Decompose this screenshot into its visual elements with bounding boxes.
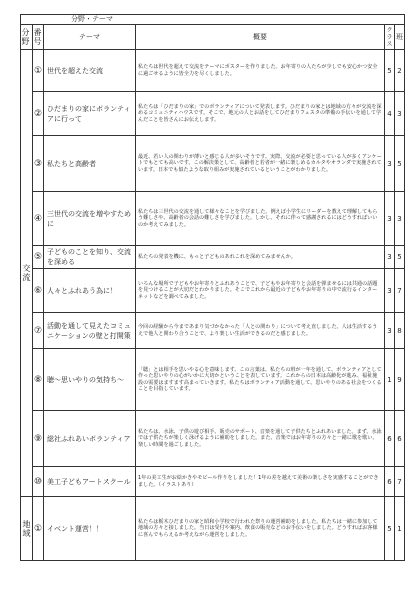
header-top-row — [21, 15, 405, 25]
table-row — [21, 269, 405, 313]
header-row — [21, 25, 405, 50]
row-group: 3 — [395, 92, 405, 136]
table-row — [21, 136, 405, 192]
row-group: 8 — [395, 313, 405, 349]
table-row — [21, 246, 405, 269]
header-group: 班 — [395, 25, 405, 50]
row-theme: 美工子どもアートスクール — [44, 467, 136, 497]
table-row — [21, 497, 405, 561]
table-row — [21, 467, 405, 497]
row-class: 5 — [385, 497, 395, 561]
row-group: 7 — [395, 269, 405, 313]
row-number: ⑥ — [33, 269, 44, 313]
row-summary: 私たちは栃木ひだまりの家と昭和小学校で行われた祭りの運営補助をしました。私たちは一緒に参加して地域の方々と接しました。当日は受付や案内、飲食の販売などのお手伝いをしました。どうすればお客様に喜んでもらえるか考えながら運営をしました。 — [136, 497, 385, 561]
row-class: 3 — [385, 136, 395, 192]
row-class: 5 — [385, 50, 395, 92]
row-summary: 私たちの発表を機に、もっと子どものあれこれを深めてみませんか。 — [136, 246, 385, 269]
row-number: ① — [33, 50, 44, 92]
field-cell-kouryu — [21, 50, 33, 497]
row-group: 5 — [395, 136, 405, 192]
row-class: 6 — [385, 411, 395, 467]
row-theme: イベント運営！！ — [44, 497, 136, 561]
field-label: 交流 — [22, 264, 31, 282]
row-number: ② — [33, 92, 44, 136]
row-summary: いろんな場所で子どもやお年寄りとふれあうことで、子どもやお年寄りと会話を弾ませるには共通の話題を見つけることが大切だとわかりました。そこでこれから最近の子どもやお年寄りの中で流行るインターネットなどを調べてみました。 — [136, 269, 385, 313]
header-field: 分野 — [21, 25, 33, 50]
row-number: ⑧ — [33, 349, 44, 411]
row-class: 3 — [385, 246, 395, 269]
row-theme: 活動を通して見えたコミュニケーションの壁と打開策 — [44, 313, 136, 349]
row-number: ④ — [33, 192, 44, 246]
row-theme: 三世代の交流を増やすために — [44, 192, 136, 246]
row-number: ⑨ — [33, 411, 44, 467]
table-row — [21, 192, 405, 246]
row-group: 7 — [395, 467, 405, 497]
row-theme: 私たちと高齢者 — [44, 136, 136, 192]
row-summary: 私たちは三世代の交流を通して様々なことを学びました。例えば小学生にリーダーを教えて理解してもらう難しさや、高齢者の会話の難しさを学びました。しかし、それに伴って感謝されるにはどうすればいいのか考えてみました。 — [136, 192, 385, 246]
row-theme: 子どものことを知り、交流を深める — [44, 246, 136, 269]
row-summary: 最近、若い人の関わりが薄いと感じる人が多いそうです。実際、交流が必要と思っている人が多くアンケートでもとても高いです。この解決策として、高齢者と若者が一緒に楽しめるカルタやオランダで実施されています。日本でも似たような取り組みが実施されているということがわかりました。 — [136, 136, 385, 192]
header-summary: 概要 — [136, 25, 385, 50]
row-summary: 私たちは「ひだまりの家」でのボランティアについて発表します。ひだまりの家とは地域の方々が交流を深めるコミュニティハウスです。そこで、地元の人とお話をしてひだまりフェスタの準備の手伝いを通して学んだことを皆さんにお伝えします。 — [136, 92, 385, 136]
row-number: ⑩ — [33, 467, 44, 497]
header-class: クラス — [386, 26, 393, 48]
table-row — [21, 50, 405, 92]
row-class: 4 — [385, 92, 395, 136]
row-class: 3 — [385, 192, 395, 246]
row-theme: 世代を超えた交流 — [44, 50, 136, 92]
row-group: 6 — [395, 411, 405, 467]
table-row — [21, 411, 405, 467]
row-summary: 「聴」とは相手を思いやる心を意味します。この言葉は、私たちの班が一年を通して、ボランティアとして作った思いやりの心がいかに大切かということを表しています。これからの日本は高齢化が進み、福祉施設の需要はますます高まっていきます。私たちはボランティア活動を通して、思いやりのある社会をつくることを目指しています。 — [136, 349, 385, 411]
row-group: 5 — [395, 246, 405, 269]
row-number: ⑦ — [33, 313, 44, 349]
row-class: 3 — [385, 269, 395, 313]
table-row — [21, 349, 405, 411]
header-top-label: 分野・テーマ — [21, 15, 405, 25]
row-number: ⑤ — [33, 246, 44, 269]
header-theme: テーマ — [44, 25, 136, 50]
row-theme: 聴〜思いやりの気持ち〜 — [44, 349, 136, 411]
field-label: 地域 — [22, 519, 31, 538]
table-row — [21, 313, 405, 349]
row-class: 1 — [385, 349, 395, 411]
row-summary: 1年の美工生がお絵かきやモビール作りをしました！1年の差を越えて美術の楽しさを実感することができました。（イラストあり） — [136, 467, 385, 497]
row-group: 3 — [395, 192, 405, 246]
row-summary: 私たちは、水泳、子供の遊び相手、販売のサポート、音楽を通して子供たちとふれあいました。まず、水泳では子供たちが楽しく泳げるように補助をしました。また、音楽ではお年寄りの方々と一緒に歌を歌い、楽しい時間を過ごしました。 — [136, 411, 385, 467]
row-theme: ひだまりの家にボランティアに行って — [44, 92, 136, 136]
row-class: 3 — [385, 313, 395, 349]
field-cell-chiiki — [21, 497, 33, 561]
row-group: 9 — [395, 349, 405, 411]
row-number: ③ — [33, 136, 44, 192]
theme-table — [20, 14, 405, 561]
row-number: ① — [33, 497, 44, 561]
row-group: 2 — [395, 50, 405, 92]
row-group: 1 — [395, 497, 405, 561]
row-theme: 総社ふれあいボランティア — [44, 411, 136, 467]
row-summary: 私たちは世代を超えて交流をテーマにポスターを作りました。お年寄りの人たちが少しでも安心かつ安全に過ごせるように皆全力を尽くしました。 — [136, 50, 385, 92]
row-class: 6 — [385, 467, 395, 497]
row-theme: 人々とふれあう為に！ — [44, 269, 136, 313]
row-summary: 今回の経験から今まであまり気づかなかった「人との関わり」について考え直しました。人は生活するうえで他人と関わり合うことで、より楽しい生活ができるのだと感じました。 — [136, 313, 385, 349]
header-number: 番号 — [33, 25, 44, 50]
table-row — [21, 92, 405, 136]
